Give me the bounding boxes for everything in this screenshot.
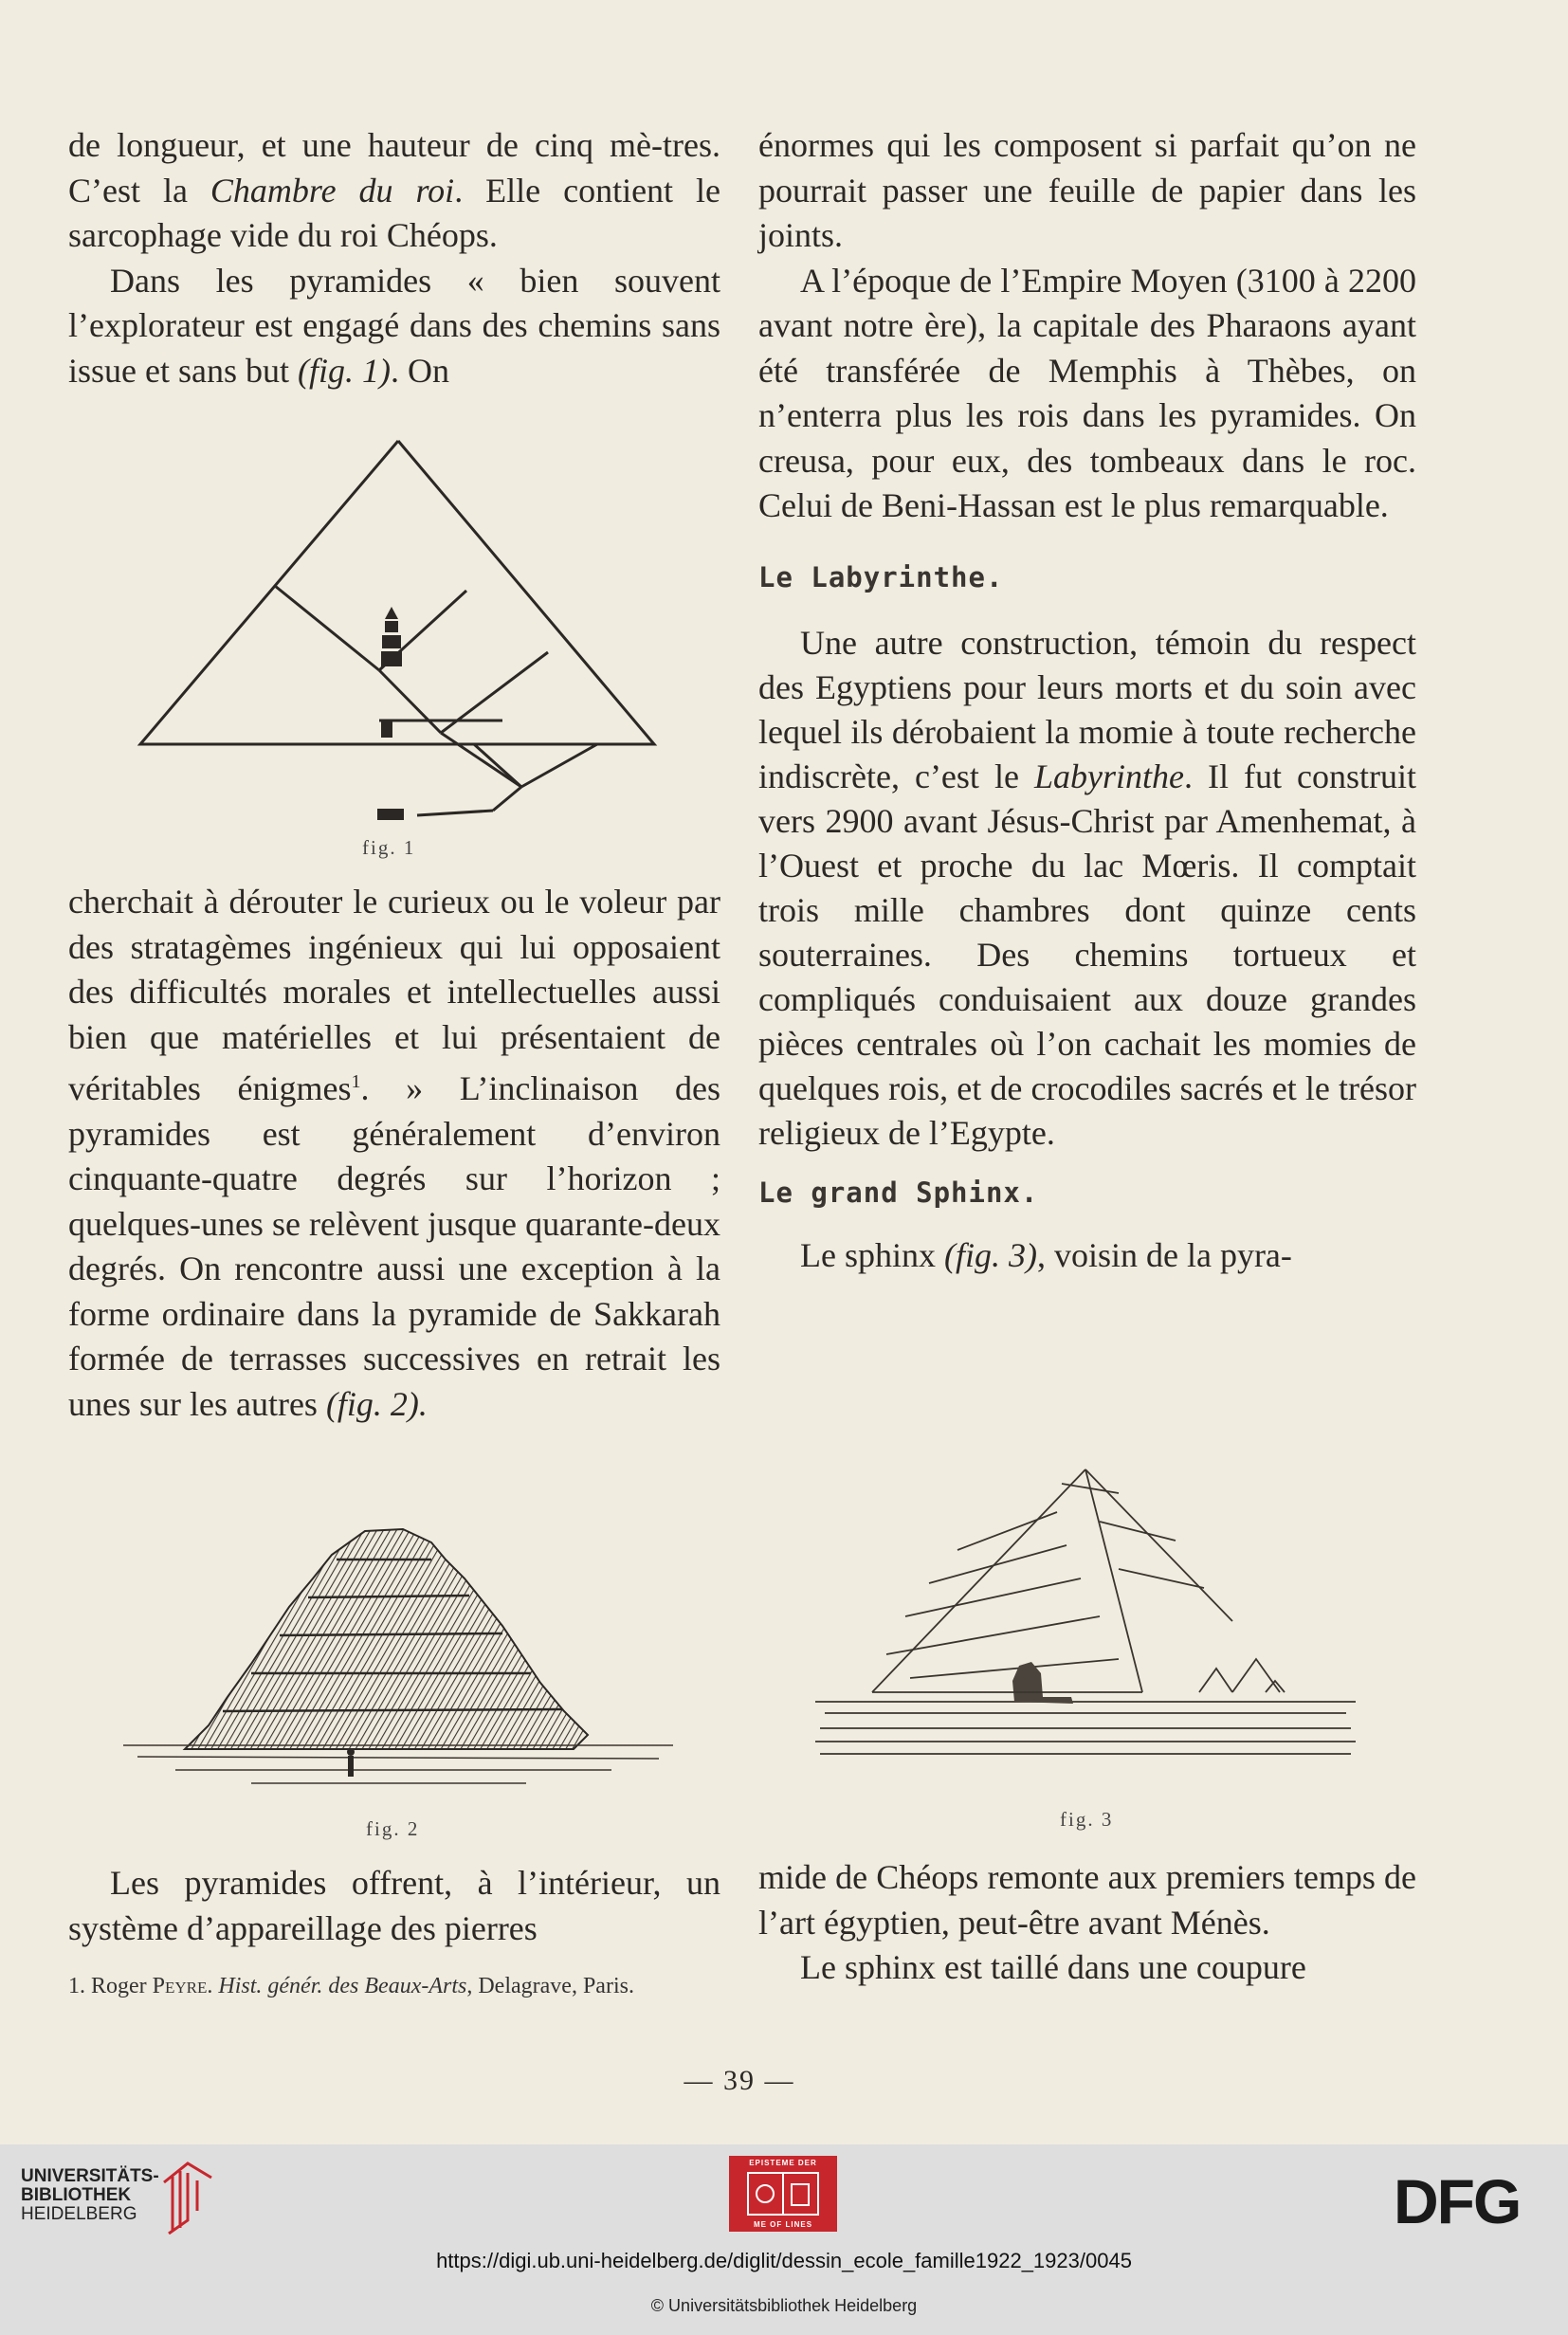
paragraph: de longueur, et une hauteur de cinq mè-tres. C’est la Chambre du roi. Elle contient le sarcophage vide du roi Chéops. bbox=[68, 126, 720, 254]
paragraph: Une autre construction, témoin du respect des Egyptiens pour leurs morts et du soin avec lequel ils dérobaient la momie à toute recherche indiscrète, c’est le Labyrinthe. Il fut construit vers 2900 avant Jésus-Christ par Amenhemat, à l’Ouest et proche du lac Mœris. Il comptait trois mille chambres dont quinze cents souterraines. Des chemins tortueux et compliqués conduisaient aux douze grandes pièces centrales où l’on cachait les momies de quelques rois, et de crocodiles sacrés et le trésor religieux de l’Egypte. bbox=[758, 624, 1416, 1152]
figure-caption: fig. 1 bbox=[362, 836, 416, 859]
figure-caption: fig. 3 bbox=[1060, 1808, 1114, 1831]
paragraph: Dans les pyramides « bien souvent l’explorateur est engagé dans des chemins sans issue et sans but (fig. 1). On bbox=[68, 261, 720, 390]
figure-caption: fig. 2 bbox=[366, 1817, 420, 1840]
library-footer bbox=[0, 2144, 1568, 2335]
copyright-notice: © Universitätsbibliothek Heidelberg bbox=[650, 2296, 918, 2315]
sphinx-and-pyramids-figure bbox=[815, 1465, 1356, 1778]
paragraph: énormes qui les composent si parfait qu’on ne pourrait passer une feuille de papier dans les joints. bbox=[758, 126, 1416, 254]
pyramid-cross-section-figure bbox=[133, 431, 664, 830]
paragraph: Les pyramides offrent, à l’intérieur, un système d’appareillage des pierres bbox=[68, 1864, 720, 1947]
left-column bbox=[68, 123, 720, 393]
epi-logo-text: EPISTEME DER bbox=[749, 2159, 817, 2167]
right-column-bottom bbox=[758, 1855, 1416, 1991]
ub-line: UNIVERSITÄTS- bbox=[21, 2166, 159, 2186]
footnote: 1. Roger Peyre. Hist. génér. des Beaux-Arts, Delagrave, Paris. bbox=[68, 1974, 634, 1998]
ub-heidelberg-logo-icon[interactable] bbox=[159, 2154, 216, 2235]
page-number: — 39 — bbox=[684, 2065, 795, 2096]
ub-line: HEIDELBERG bbox=[21, 2204, 137, 2224]
paragraph: A l’époque de l’Empire Moyen (3100 à 2200 avant notre ère), la capitale des Pharaons ayant été transférée de Memphis à Thèbes, on n’enterra plus les rois dans les pyramides. On creusa, pour eux, des tombeaux dans le roc. Celui de Beni-Hassan est le plus remarquable. bbox=[758, 261, 1416, 524]
dfg-logo[interactable]: DFG bbox=[1394, 2166, 1521, 2236]
section-heading: Le Labyrinthe. bbox=[758, 560, 1004, 593]
paragraph: Le sphinx (fig. 3), voisin de la pyra- bbox=[800, 1235, 1292, 1274]
ub-line: BIBLIOTHEK bbox=[21, 2185, 132, 2205]
section-heading: Le grand Sphinx. bbox=[758, 1177, 1039, 1209]
left-column-bottom bbox=[68, 1861, 720, 1951]
permalink-url[interactable]: https://digi.ub.uni-heidelberg.de/diglit/dessin_ecole_famille1922_1923/0045 bbox=[436, 2249, 1132, 2272]
right-column bbox=[758, 123, 1416, 1278]
ub-heidelberg-logo-text[interactable] bbox=[21, 2167, 159, 2224]
episteme-der-linie-logo[interactable] bbox=[729, 2156, 837, 2232]
paragraph: cherchait à dérouter le curieux ou le voleur par des stratagèmes ingénieux qui lui opposaient des difficultés morales et intellectuelles aussi bien que matérielles et lui présentaient de véritables énigmes$^1$. » L’inclinaison des pyramides est généralement d’environ cinquante-quatre degrés sur l’horizon ; quelques-unes se relèvent jusque quarante-deux degrés. On rencontre aussi une exception à la forme ordinaire dans la pyramide de Sakkarah formée de terrasses successives en retrait les unes sur les autres (fig. 2). bbox=[68, 883, 720, 1423]
paragraph: Le sphinx est taillé dans une coupure bbox=[800, 1948, 1306, 1986]
step-pyramid-sakkarah-figure bbox=[119, 1522, 678, 1801]
paragraph: mide de Chéops remonte aux premiers temps de l’art égyptien, peut-être avant Ménès. bbox=[758, 1858, 1416, 1942]
epi-logo-text: ME OF LINES bbox=[753, 2220, 813, 2229]
left-column-continued bbox=[68, 880, 720, 1427]
